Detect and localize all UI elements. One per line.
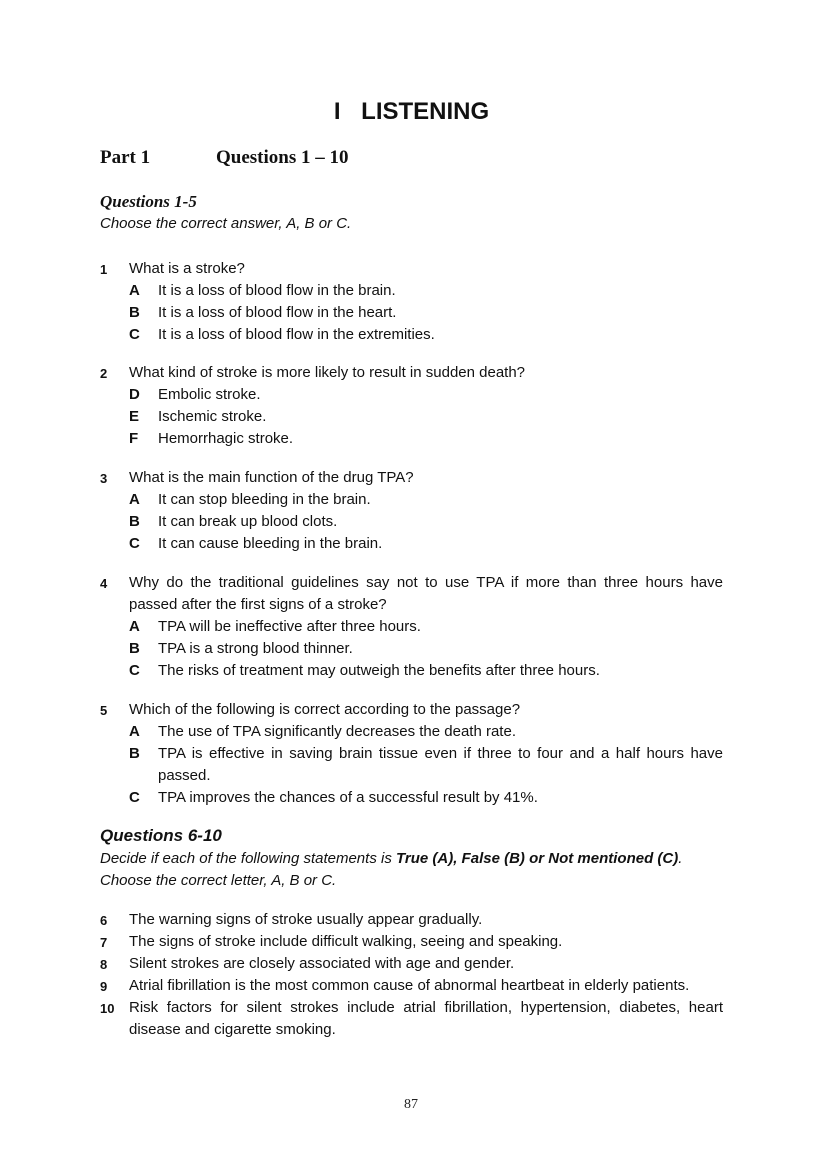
answer-option [129,324,723,346]
question-number: 4 [100,576,108,591]
statement-8 [100,953,723,975]
answer-option [129,660,723,682]
answer-option [129,721,723,743]
answer-option [129,302,723,324]
question-stem: What is the main function of the drug TPA? [129,469,414,486]
answer-option [129,280,723,302]
answer-option [129,511,723,533]
part-label: Part 1 [100,147,151,168]
option-text: Ischemic stroke. [158,408,267,425]
statement-7 [100,931,723,953]
option-text: It is a loss of blood flow in the heart. [158,304,397,321]
statement-text: The warning signs of stroke usually appear gradually. [129,911,483,928]
statement-9 [100,975,723,997]
statement-6 [100,909,723,931]
statement-number: 6 [100,913,108,928]
answer-option [129,533,723,555]
section-2-heading: Questions 6-10 [100,826,222,845]
option-letter: A [129,723,140,740]
option-text: The use of TPA significantly decreases the death rate. [158,723,516,740]
statement-text: The signs of stroke include difficult walking, seeing and speaking. [129,933,563,950]
instruction-end: . [678,850,683,867]
answer-option [129,406,723,428]
option-letter: A [129,491,140,508]
option-letter: C [129,662,140,679]
option-letter: B [129,304,140,321]
instruction-text: Decide if each of the following statements is [100,850,396,867]
question-number: 3 [100,471,108,486]
statement-number: 8 [100,957,108,972]
option-text: TPA improves the chances of a successful result by 41%. [158,789,538,806]
statement-text: Silent strokes are closely associated with age and gender. [129,955,515,972]
option-text: Hemorrhagic stroke. [158,430,294,447]
question-2 [100,362,723,450]
option-letter: B [129,640,140,657]
option-letter: A [129,282,140,299]
option-text: It is a loss of blood flow in the extremities. [158,326,435,343]
question-5 [100,699,723,809]
option-text: The risks of treatment may outweigh the benefits after three hours. [158,662,600,679]
question-stem: What is a stroke? [129,260,245,277]
page-number: 87 [404,1097,418,1112]
question-stem: Why do the traditional guidelines say not to use TPA if more than three hours have passed after the first signs of a stroke? [129,574,723,613]
option-text: TPA is a strong blood thinner. [158,640,353,657]
option-letter: B [129,745,140,762]
option-letter: C [129,326,140,343]
option-letter: F [129,430,139,447]
option-text: It can stop bleeding in the brain. [158,491,371,508]
part-heading [100,147,349,169]
answer-option [129,638,723,660]
statement-10 [100,997,723,1041]
answer-option [129,616,723,638]
instruction-line-2: Choose the correct letter, A, B or C. [100,872,337,889]
section-2-instruction [100,848,723,892]
option-letter: D [129,386,140,403]
option-text: It can break up blood clots. [158,513,338,530]
statement-number: 10 [100,1001,115,1016]
answer-option [129,384,723,406]
option-text: It can cause bleeding in the brain. [158,535,383,552]
question-number: 2 [100,366,108,381]
instruction-emphasis: True (A), False (B) or Not mentioned (C) [396,850,679,867]
statement-number: 7 [100,935,108,950]
section-1-heading: Questions 1-5 [100,192,197,211]
option-text: It is a loss of blood flow in the brain. [158,282,396,299]
section-1-instruction: Choose the correct answer, A, B or C. [100,215,352,232]
part-question-range: Questions 1 – 10 [216,147,349,168]
question-stem: What kind of stroke is more likely to result in sudden death? [129,364,526,381]
option-letter: C [129,535,140,552]
option-text: Embolic stroke. [158,386,261,403]
option-text: TPA will be ineffective after three hours. [158,618,421,635]
question-number: 1 [100,262,108,277]
statement-text: Risk factors for silent strokes include atrial fibrillation, hypertension, diabetes, heart disease and cigarette smoking. [129,999,723,1038]
option-letter: A [129,618,140,635]
answer-option [129,787,723,809]
answer-option [129,743,723,787]
option-letter: E [129,408,140,425]
question-stem: Which of the following is correct according to the passage? [129,701,521,718]
question-3 [100,467,723,555]
question-1 [100,258,723,346]
statement-text: Atrial fibrillation is the most common cause of abnormal heartbeat in elderly patients. [129,977,690,994]
option-letter: C [129,789,140,806]
page-title: I LISTENING [333,98,490,125]
option-letter: B [129,513,140,530]
option-text: TPA is effective in saving brain tissue even if three to four and a half hours have passed. [158,745,723,784]
question-4 [100,572,723,682]
answer-option [129,489,723,511]
statement-number: 9 [100,979,108,994]
question-number: 5 [100,703,108,718]
answer-option [129,428,723,450]
